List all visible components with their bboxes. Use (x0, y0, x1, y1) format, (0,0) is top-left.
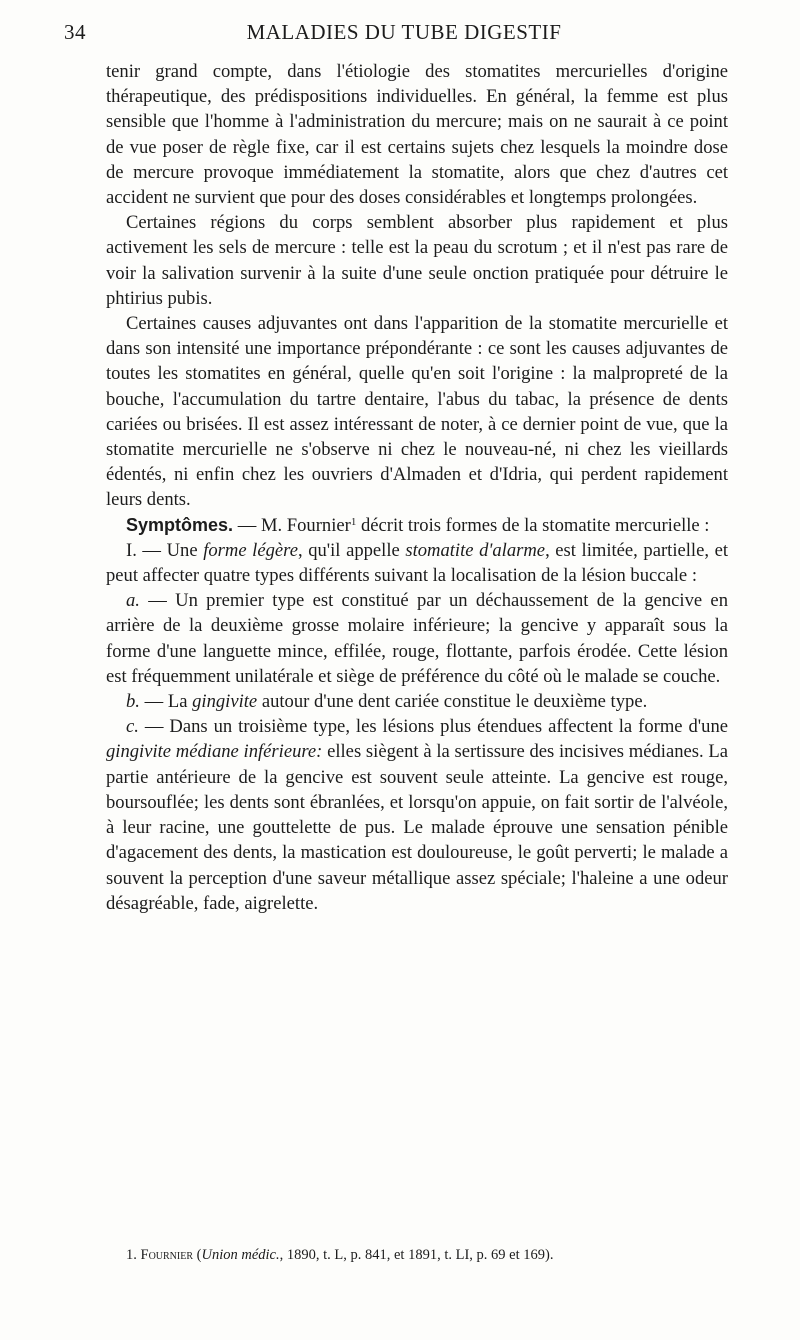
light-form-rest: , est limitée, partielle, et peut affecter quatre types différents suivant la localisation de la lésion buccale : (106, 539, 728, 587)
type-b-lead: — La (139, 691, 193, 713)
page-number: 34 (64, 20, 86, 44)
symptoms-text-a: — M. Fournier (233, 514, 351, 536)
running-header (64, 14, 744, 48)
footnote (126, 1245, 726, 1265)
paragraph-type-c (106, 714, 728, 916)
footnote-journal: Union médic. (201, 1247, 280, 1263)
term-gingivite: gingivite (192, 691, 258, 713)
type-a-text: — Un premier type est constitué par un déchaussement de la gencive en arrière de la deuxième grosse molaire inférieure; la gencive y apparaît sous la forme d'une languette mince, effilée, rouge, flottante, parfois érodée. Cette lésion est fréquemment unilatérale et siège de préférence du côté où le malade se couche. (106, 590, 728, 687)
running-title: MALADIES DU TUBE DIGESTIF (246, 20, 562, 44)
footnote-reference: 1 (350, 515, 357, 528)
paragraph-adjuvant-causes: Certaines causes adjuvantes ont dans l'apparition de la stomatite mercurielle et dans son intensité une importance prépondérante : ce sont les causes adjuvantes de toutes les stomatites en général, quelle qu'en soit l'origine : la malpropreté de la bouche, l'accumulation du tartre dentaire, l'abus du tabac, la présence de dents cariées ou brisées. Il est assez intéressant de noter, à ce dernier point de vue, que la stomatite mercurielle ne s'observe ni chez le nouveau-né, ni chez les vieillards édentés, ni enfin chez les ouvriers d'Almaden et d'Idria, qui perdent rapidement leurs dents. (106, 313, 728, 511)
footnote-open: ( (193, 1247, 202, 1263)
paragraph-type-a (106, 588, 728, 689)
footnote-number: 1. (126, 1247, 141, 1263)
footnote-author: Fournier (140, 1247, 194, 1263)
footnote-ref: , 1890, t. L, p. 841, et 1891, t. LI, p. 69 et 169). (279, 1247, 554, 1263)
type-c-rest: elles siègent à la sertissure des incisives médianes. La partie antérieure de la gencive est souvent seule atteinte. La gencive est rouge, boursouflée; les dents sont ébranlées, et lorsqu'on appuie, on fait sortir de l'alvéole, à leur racine, une gouttelette de pus. Le malade éprouve une sensation pénible d'agacement des dents, la mastication est douloureuse, le goût perverti; le malade a souvent la perception d'une saveur métallique assez spéciale; l'haleine a une odeur désagréable, fade, aigrelette. (106, 741, 728, 914)
light-form-lead: I. — Une (126, 539, 204, 561)
item-letter-b: b. (126, 691, 140, 713)
paragraph-light-form (106, 538, 728, 588)
paragraph-symptoms (106, 513, 728, 538)
term-gingivite-mediane: gingivite médiane inférieure: (106, 741, 323, 763)
term-stomatite-alarme: stomatite d'alarme (405, 539, 546, 561)
type-c-lead: — Dans un troisième type, les lésions plus étendues affectent la forme d'une (138, 716, 728, 738)
term-forme-legere: forme légère (203, 539, 298, 561)
type-b-rest: autour d'une dent cariée constitue le deuxième type. (257, 691, 648, 713)
paragraph-type-b (106, 689, 728, 714)
body-text (106, 59, 728, 916)
paragraph-body-regions: Certaines régions du corps semblent absorber plus rapidement et plus activement les sels de mercure : telle est la peau du scrotum ; et il n'est pas rare de voir la salivation survenir à la suite d'une seule onction pratiquée pour détruire le phtirius pubis. (106, 212, 728, 309)
paragraph-etiology: tenir grand compte, dans l'étiologie des stomatites mercurielles d'origine thérapeutique, des prédispositions individuelles. En général, la femme est plus sensible que l'homme à l'administration du mercure; mais on ne saurait à ce point de vue poser de règle fixe, car il est certains sujets chez lesquels la moindre dose de mercure provoque immédiatement la stomatite, alors que chez d'autres cet accident ne survient que pour des doses considérables et longtemps prolongées. (106, 61, 728, 209)
item-letter-a: a. (126, 590, 140, 612)
symptoms-text-b: décrit trois formes de la stomatite mercurielle : (356, 514, 710, 536)
item-letter-c: c. (126, 716, 139, 738)
section-heading-symptoms: Symptômes. (126, 514, 234, 535)
light-form-mid: , qu'il appelle (297, 539, 406, 561)
